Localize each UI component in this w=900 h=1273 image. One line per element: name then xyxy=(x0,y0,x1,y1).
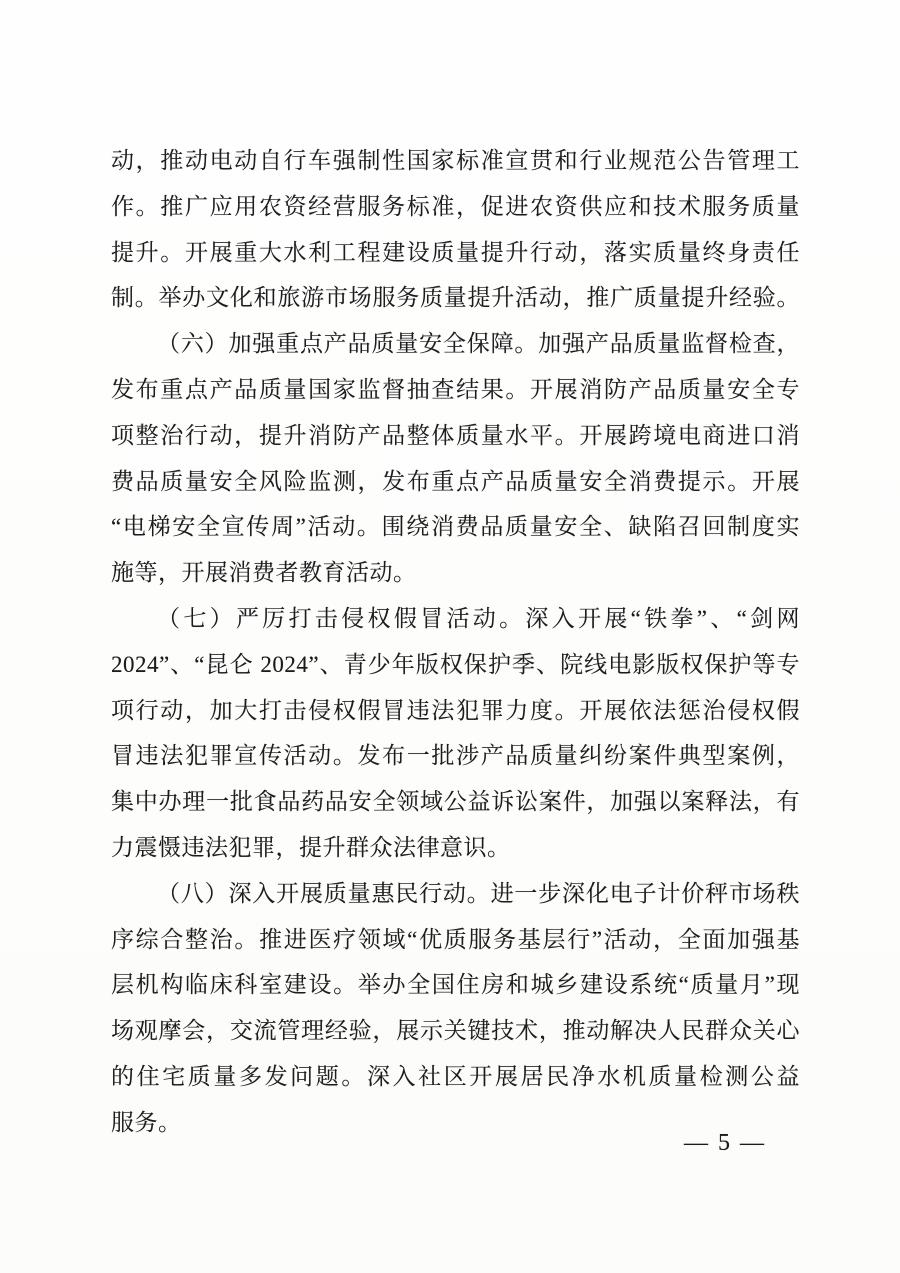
document-body xyxy=(111,138,800,1146)
text-line: 费品质量安全风险监测，发布重点产品质量安全消费提示。开展 xyxy=(111,468,800,494)
text-line: 动，推动电动自行车强制性国家标准宣贯和行业规范公告管理工 xyxy=(111,148,800,173)
paragraph xyxy=(111,138,800,321)
text-line: 项整治行动，提升消防产品整体质量水平。开展跨境电商进口消 xyxy=(111,422,800,448)
text-line: 的住宅质量多发问题。深入社区开展居民净水机质量检测公益 xyxy=(111,1063,800,1089)
text-line: 提升。开展重大水利工程建设质量提升行动，落实质量终身责任 xyxy=(111,239,800,265)
text-line: 集中办理一批食品药品安全领域公益诉讼案件，加强以案释法，有 xyxy=(111,789,800,815)
paragraph xyxy=(111,596,800,871)
text-line: （八）深入开展质量惠民行动。进一步深化电子计价秤市场秩 xyxy=(157,880,800,906)
text-line: （六）加强重点产品质量安全保障。加强产品质量监督检查， xyxy=(157,331,800,357)
page-number: — 5 — xyxy=(684,1130,766,1156)
text-line: 层机构临床科室建设。举办全国住房和城乡建设系统“质量月”现 xyxy=(111,972,800,998)
text-line: 项行动，加大打击侵权假冒违法犯罪力度。开展依法惩治侵权假 xyxy=(111,697,800,723)
text-line: 作。推广应用农资经营服务标准，促进农资供应和技术服务质量 xyxy=(111,193,800,219)
text-line: 施等，开展消费者教育活动。 xyxy=(111,560,417,586)
paragraph xyxy=(111,871,800,1146)
text-line: 发布重点产品质量国家监督抽查结果。开展消防产品质量安全专 xyxy=(111,376,800,402)
text-line: 力震慑违法犯罪，提升群众法律意识。 xyxy=(111,834,511,860)
text-line: 2024”、“昆仑 2024”、青少年版权保护季、院线电影版权保护等专 xyxy=(111,651,800,677)
paragraph xyxy=(111,321,800,596)
text-line: 冒违法犯罪宣传活动。发布一批涉产品质量纠纷案件典型案例， xyxy=(111,743,800,769)
text-line: 服务。 xyxy=(111,1109,182,1135)
text-line: 序综合整治。推进医疗领域“优质服务基层行”活动，全面加强基 xyxy=(111,926,800,952)
text-line: “电梯安全宣传周”活动。围绕消费品质量安全、缺陷召回制度实 xyxy=(111,514,800,540)
text-line: 场观摩会，交流管理经验，展示关键技术，推动解决人民群众关心 xyxy=(111,1018,800,1044)
page-footer xyxy=(684,1128,766,1158)
text-line: 制。举办文化和旅游市场服务质量提升活动，推广质量提升经验。 xyxy=(111,285,800,311)
text-line: （七）严厉打击侵权假冒活动。深入开展“铁拳”、“剑网 xyxy=(157,605,800,631)
